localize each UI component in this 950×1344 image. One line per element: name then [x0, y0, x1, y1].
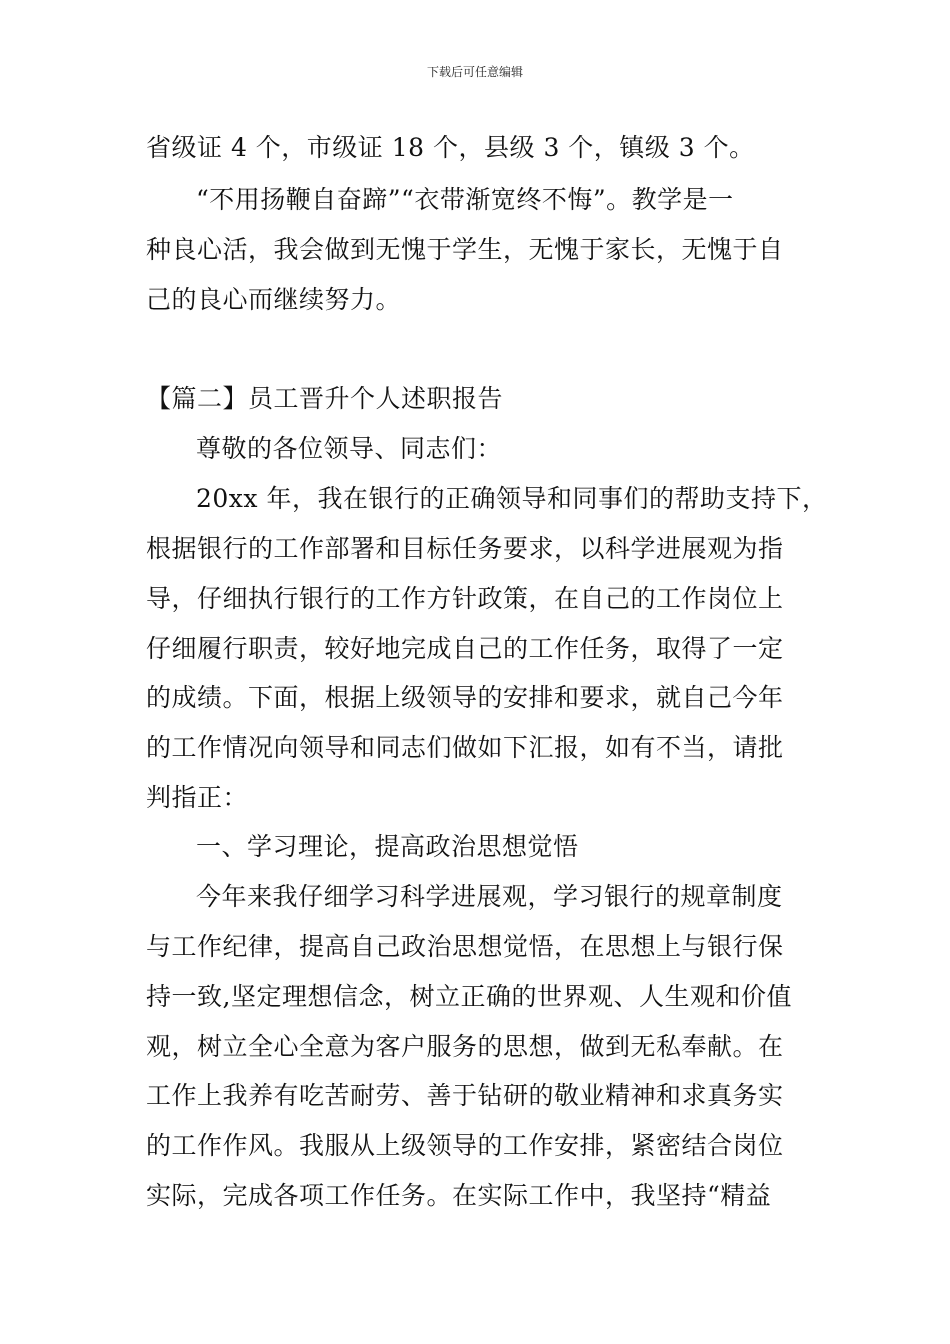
text-line: 仔细履行职责，较好地完成自己的工作任务，取得了一定	[146, 634, 784, 663]
page-header: 下载后可任意编辑	[426, 65, 523, 79]
subsection-heading: 一、学习理论，提高政治思想觉悟	[196, 832, 579, 861]
text-line: 工作上我养有吃苦耐劳、善于钻研的敬业精神和求真务实	[146, 1081, 784, 1110]
text-line: 与工作纪律，提高自己政治思想觉悟，在思想上与银行保	[146, 932, 784, 961]
text-line: 的工作作风。我服从上级领导的工作安排，紧密结合岗位	[146, 1131, 784, 1160]
text-line: 的成绩。下面，根据上级领导的安排和要求，就自己今年	[146, 683, 784, 712]
text-line: 己的良心而继续努力。	[146, 285, 402, 314]
text-line: 今年来我仔细学习科学进展观，学习银行的规章制度	[196, 882, 783, 911]
text-line: 种良心活，我会做到无愧于学生，无愧于家长，无愧于自	[146, 235, 784, 264]
text-line: 20xx 年，我在银行的正确领导和同事们的帮助支持下，	[196, 484, 828, 513]
text-line: “不用扬鞭自奋蹄”“衣带渐宽终不悔”。教学是一	[196, 185, 734, 214]
section-heading: 【篇二】员工晋升个人述职报告	[146, 384, 504, 413]
text-line: 根据银行的工作部署和目标任务要求，以科学进展观为指	[146, 534, 784, 563]
text-line: 的工作情况向领导和同志们做如下汇报，如有不当，请批	[146, 733, 784, 762]
text-line: 实际，完成各项工作任务。在实际工作中，我坚持“精益	[146, 1181, 772, 1210]
text-line: 导，仔细执行银行的工作方针政策，在自己的工作岗位上	[146, 584, 784, 613]
text-line: 省级证 4 个，市级证 18 个，县级 3 个，镇级 3 个。	[146, 133, 755, 162]
text-line: 持一致,坚定理想信念，树立正确的世界观、人生观和价值	[146, 982, 792, 1011]
text-line: 判指正：	[146, 783, 249, 812]
salutation: 尊敬的各位领导、同志们：	[196, 434, 503, 463]
text-line: 观，树立全心全意为客户服务的思想，做到无私奉献。在	[146, 1032, 784, 1061]
